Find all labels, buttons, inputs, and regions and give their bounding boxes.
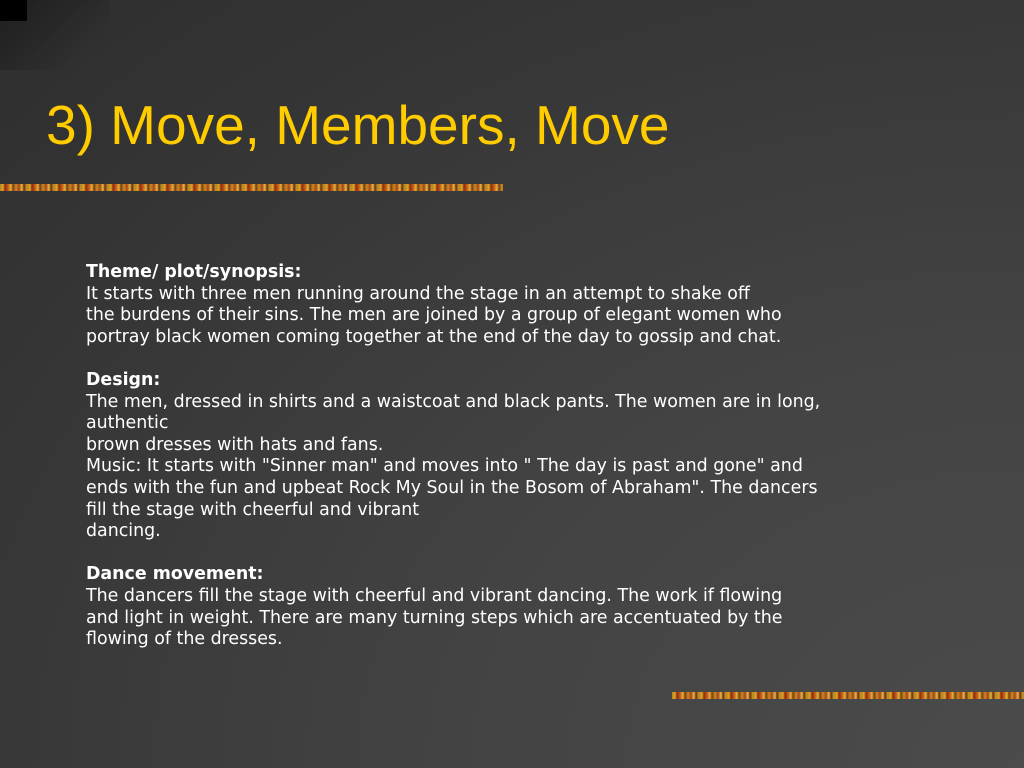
corner-square-decoration — [0, 0, 27, 21]
body-line: The men, dressed in shirts and a waistcoat and black pants. The women are in long, — [86, 391, 821, 412]
section-dance-movement — [86, 564, 956, 650]
body-line: dancing. — [86, 521, 161, 542]
body-line: and light in weight. There are many turning steps which are accentuated by the — [86, 607, 783, 628]
body-line: flowing of the dresses. — [86, 629, 283, 650]
body-line: The dancers fill the stage with cheerful and vibrant dancing. The work if flowing — [86, 585, 783, 606]
body-line: It starts with three men running around the stage in an attempt to shake off — [86, 283, 750, 304]
section-theme — [86, 262, 956, 348]
slide-body — [86, 262, 956, 651]
slide-title: 3) Move, Members, Move — [46, 94, 670, 156]
body-line: fill the stage with cheerful and vibrant — [86, 499, 420, 520]
section-heading: Dance movement: — [86, 564, 264, 585]
decorative-texture-bar-bottom — [672, 692, 1024, 699]
section-heading: Design: — [86, 369, 161, 390]
body-line: the burdens of their sins. The men are joined by a group of elegant women who — [86, 305, 782, 326]
section-heading: Theme/ plot/synopsis: — [86, 262, 302, 282]
section-design — [86, 370, 956, 543]
decorative-texture-bar-top — [0, 184, 503, 191]
body-line: brown dresses with hats and fans. — [86, 434, 384, 455]
body-line: portray black women coming together at the end of the day to gossip and chat. — [86, 326, 782, 347]
body-line: ends with the fun and upbeat Rock My Soul in the Bosom of Abraham". The dancers — [86, 477, 818, 498]
body-line: Music: It starts with "Sinner man" and moves into " The day is past and gone" and — [86, 456, 803, 477]
body-line: authentic — [86, 413, 169, 434]
